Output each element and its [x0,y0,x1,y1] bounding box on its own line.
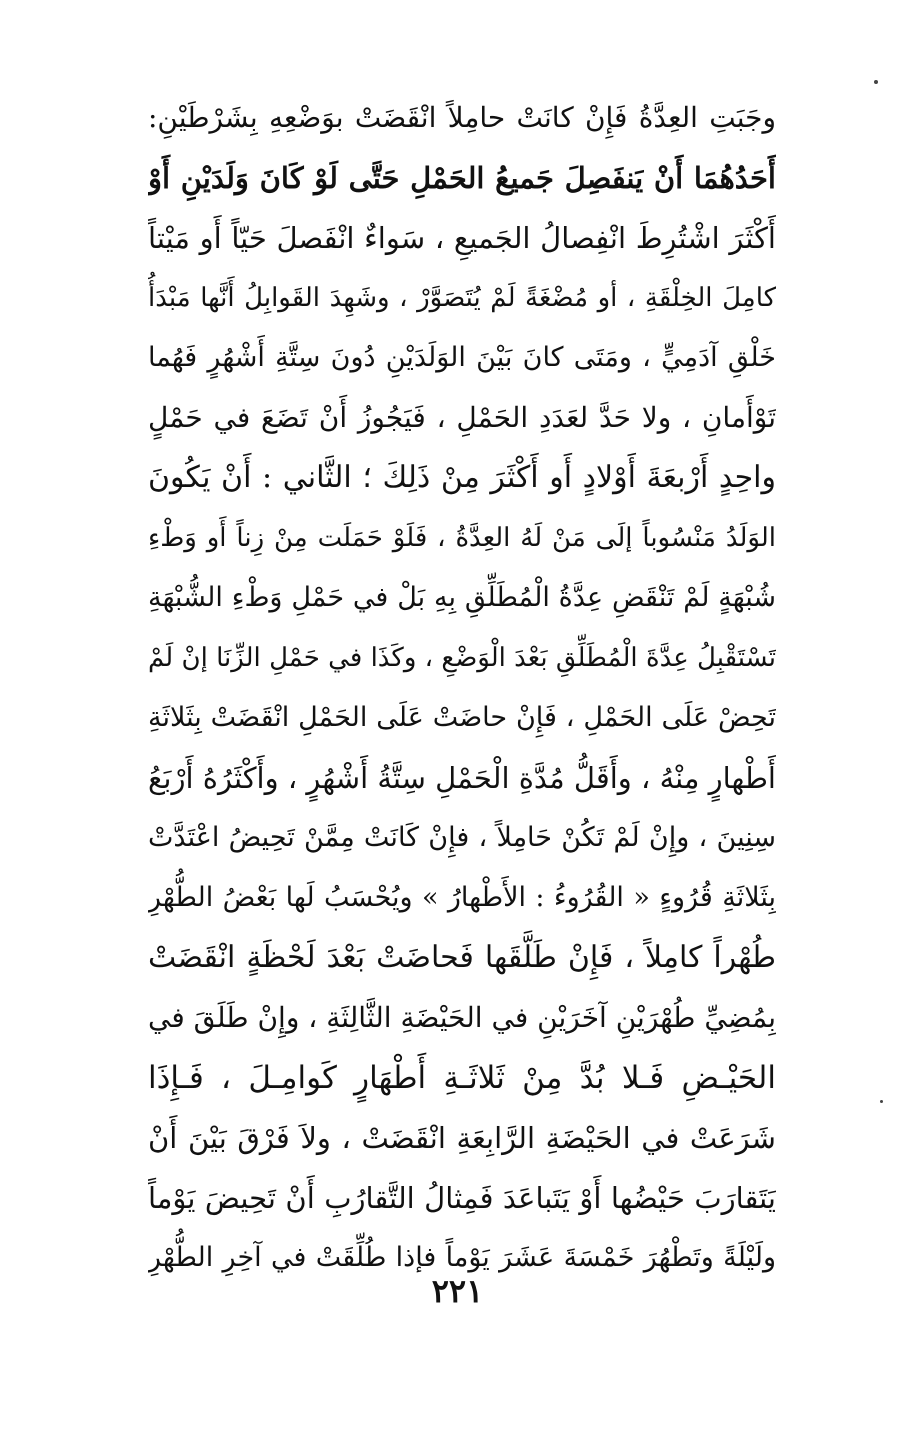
text-line-1: وجَبَتِ العِدَّةُ فَإِنْ كانَتْ حامِلاً انْقَضَتْ بوَضْعِهِ بِشَرْطَيْنِ: [148,101,776,134]
text-line-3: أَكْثَرَ اشْتُرِطَ انْفِصالُ الجَميعِ ، سَواءٌ انْفَصلَ حَيّاً أَو مَيْتاً [148,221,776,255]
text-line-2: أَحَدُهُمَا أَنْ يَنفَصِلَ جَميعُ الحَمْلِ حَتَّى لَوْ كَانَ وَلَدَيْنِ أَوْ [148,161,776,195]
text-line-20: ولَيْلَةً وتَطْهُرَ خَمْسَةَ عَشَرَ يَوْماً فإذا طُلِّقَتْ في آخِرِ الطُّهْرِ [148,1242,776,1273]
text-line-6: تَوْأَمانِ ، ولا حَدَّ لعَدَدِ الحَمْلِ ، فَيَجُوزُ أَنْ تَضَعَ في حَمْلٍ [148,401,776,434]
text-line-4: كامِلَ الخِلْقَةِ ، أو مُضْغَةً لَمْ يُتَصَوَّرْ ، وشَهِدَ القَوابِلُ أَنَّها مَبْدَأُ [148,283,776,313]
text-line-10: تَسْتَقْبِلُ عِدَّةَ الْمُطَلِّقِ بَعْدَ الْوَضْعِ ، وكَذَا في حَمْلِ الزِّنَا إنْ لَمْ [148,643,776,673]
text-line-13: سِنِينَ ، وإِنْ لَمْ تَكُنْ حَامِلاً ، فإِنْ كَانَتْ مِمَّنْ تَحِيضُ اعْتَدَّتْ [148,822,776,853]
text-line-8: الوَلَدُ مَنْسُوباً إلَى مَنْ لَهُ العِدَّةُ ، فَلَوْ حَمَلَت مِنْ زِناً أَو وَطْءِ [148,523,776,553]
page-number: ٢٢١ [431,1272,484,1310]
text-line-18: شَرَعَتْ في الحَيْضَةِ الرَّابِعَةِ انْقَضَتْ ، ولاَ فَرْقَ بَيْنَ أَنْ [148,1121,776,1155]
scan-speck [874,80,878,84]
text-line-15: طُهْراً كامِلاً ، فَإِنْ طَلَّقَها فَحاضَتْ بَعْدَ لَحْظَةٍ انْقَضَتْ [148,940,776,975]
text-line-11: تَحِضْ عَلَى الحَمْلِ ، فَإِنْ حاضَتْ عَلَى الحَمْلِ انْقَضَتْ بِثَلاثَةِ [148,702,776,733]
text-line-16: بِمُضِيِّ طُهْرَيْنِ آخَرَيْنِ في الحَيْضَةِ الثَّالِثَةِ ، وإِنْ طَلَقَ في [148,1001,776,1034]
body-text [148,88,776,1288]
text-line-19: يَتَقارَبَ حَيْضُها أَوْ يَتَباعَدَ فَمِثالُ التَّقارُبِ أَنْ تَحِيضَ يَوْماً [148,1181,776,1215]
scan-speck [880,1100,883,1103]
text-line-7: واحِدٍ أَرْبعَةَ أَوْلادٍ أَو أَكْثَرَ مِنْ ذَلِكَ ؛ الثَّاني : أَنْ يَكُونَ [148,460,776,495]
text-line-9: شُبْهَةٍ لَمْ تَنْقَضِ عِدَّةُ الْمُطَلِّقِ بِهِ بَلْ في حَمْلِ وَطْءِ الشُّبْهَةِ [148,582,776,613]
text-line-12: أَطْهارٍ مِنْهُ ، وأَقَلُّ مُدَّةِ الْحَمْلِ سِتَّةُ أَشْهُرٍ ، وأَكْثَرُهُ أَرْبَعُ [148,761,776,795]
text-line-5: خَلْقِ آدَمِيٍّ ، ومَتَى كانَ بَيْنَ الوَلَدَيْنِ دُونَ سِتَّةِ أَشْهُرٍ فَهُما [148,342,776,373]
text-line-14: بِثَلاثَةِ قُرُوءٍ « القُرُوءُ : الأَطْهارُ » ويُحْسَبُ لَها بَعْضُ الطُّهْرِ [148,882,776,913]
text-line-17: الحَيْـضِ فَـلا بُدَّ مِنْ ثَلاثَـةِ أَطْهَارٍ كَوامِـلَ ، فَـإِذَا [148,1060,776,1096]
